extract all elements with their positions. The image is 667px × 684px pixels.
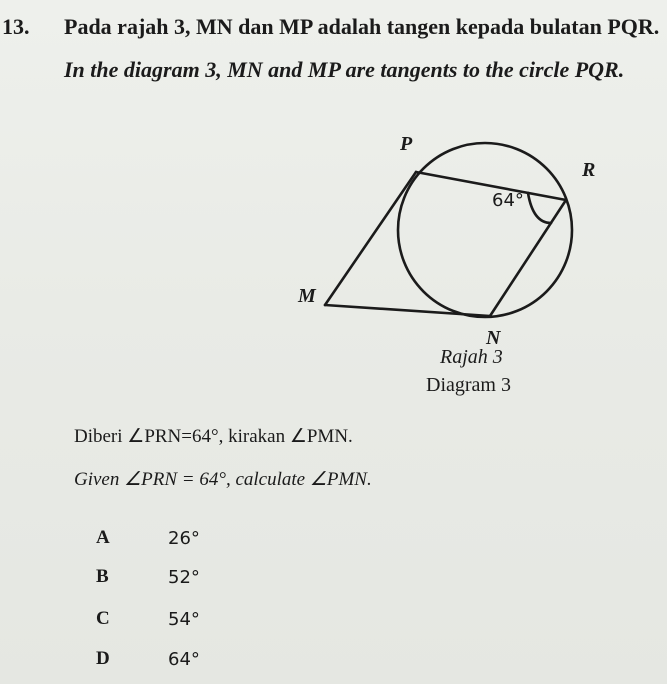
option-letter: A [96, 527, 110, 548]
chord-pr [416, 172, 566, 200]
option-letter: C [96, 608, 110, 629]
tangent-mp [325, 172, 416, 305]
chord-rn [490, 200, 566, 316]
question-number: 13. [2, 14, 30, 39]
question-text-english: In the diagram 3, MN and MP are tangents to the circle PQR. [64, 57, 625, 82]
label-n: N [486, 327, 501, 349]
option-letter: D [96, 648, 110, 669]
label-p: P [400, 133, 413, 155]
given-text-malay: Diberi ∠PRN=64°, kirakan ∠PMN. [74, 426, 353, 447]
option-value: 64° [168, 649, 200, 670]
tangent-mn [325, 305, 490, 316]
option-letter: B [96, 566, 109, 587]
diagram-caption-malay: Rajah 3 [440, 346, 503, 368]
diagram-3 [290, 120, 620, 349]
option-value: 52° [168, 567, 200, 588]
option-value: 26° [168, 528, 200, 549]
given-text-english: Given ∠PRN = 64°, calculate ∠PMN. [74, 469, 372, 490]
label-m: M [298, 285, 316, 307]
question-text-malay: Pada rajah 3, MN dan MP adalah tangen kepada bulatan PQR. [64, 14, 660, 39]
option-value: 54° [168, 609, 200, 630]
angle-label-prn: 64° [492, 190, 524, 211]
diagram-caption-english: Diagram 3 [426, 374, 511, 396]
label-r: R [582, 159, 596, 181]
